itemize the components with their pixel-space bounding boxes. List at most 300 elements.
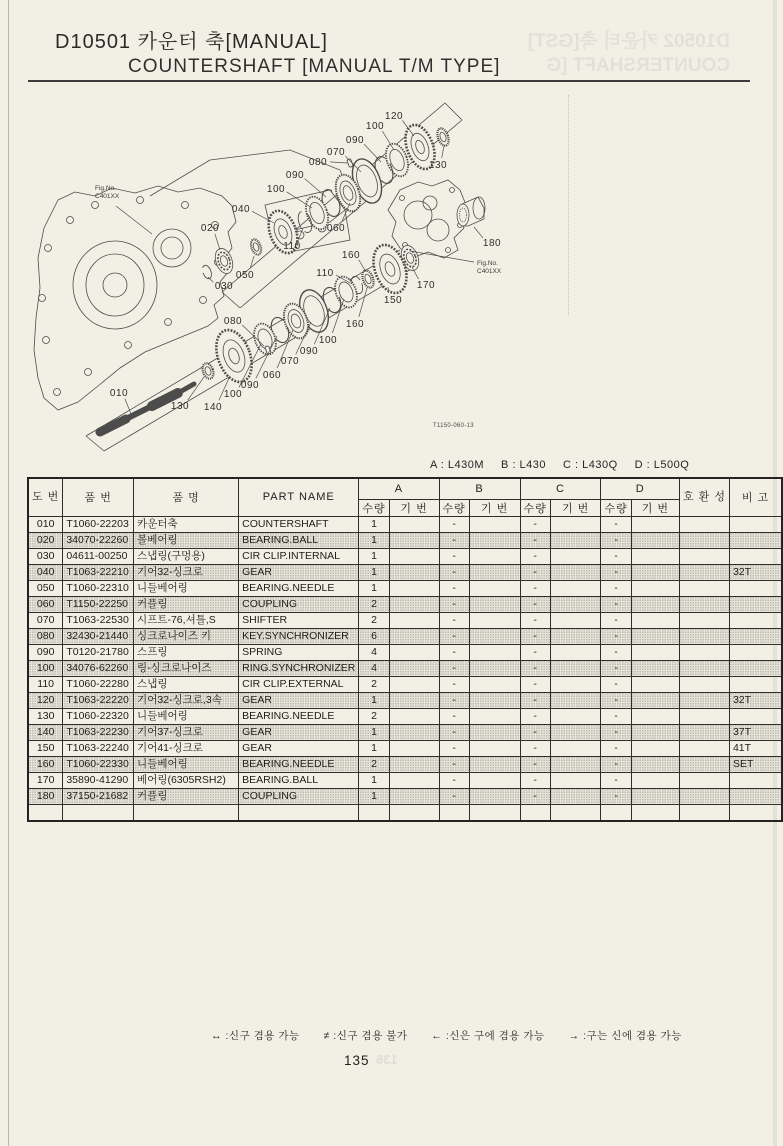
cell-note [729, 516, 782, 532]
table-row [28, 708, 782, 724]
cell-qty-d: - [601, 788, 631, 804]
cell-fig-no: 150 [28, 740, 63, 756]
cell-name-kr: 베어링(6305RSH2) [134, 772, 239, 788]
cell-note: 37T [729, 724, 782, 740]
cell-serial-b [469, 708, 520, 724]
cell-serial-c [550, 756, 601, 772]
cell-part-name: COUNTERSHAFT [239, 516, 359, 532]
cell-compat [679, 564, 729, 580]
table-row [28, 676, 782, 692]
cell-qty-c: - [520, 660, 550, 676]
cell-name-kr: 니들베어링 [134, 756, 239, 772]
cell-qty-c: - [520, 740, 550, 756]
cell-serial-c [550, 708, 601, 724]
cell-qty-a: 4 [359, 644, 389, 660]
header-qty-b: 수량 [439, 499, 469, 516]
exploded-diagram [0, 88, 560, 460]
cell-qty-d: - [601, 708, 631, 724]
empty-cell [359, 804, 389, 821]
cell-qty-d: - [601, 772, 631, 788]
cell-qty-c: - [520, 708, 550, 724]
header-model-a: A [359, 478, 439, 499]
cell-serial-d [631, 596, 679, 612]
diagram-callout: 090 [240, 380, 260, 391]
model-c: C : L430Q [563, 459, 618, 471]
cell-fig-no: 140 [28, 724, 63, 740]
cell-qty-a: 2 [359, 708, 389, 724]
cell-name-kr: 링-싱크로나이즈 [134, 660, 239, 676]
empty-cell [679, 804, 729, 821]
part-roller [435, 127, 451, 147]
callout-leader [359, 260, 366, 272]
diagram-callout: 110 [283, 241, 301, 252]
cell-part-name: COUPLING [239, 596, 359, 612]
cell-qty-b: - [439, 788, 469, 804]
fig-no-code: C401XX [477, 268, 502, 275]
cell-serial-d [631, 772, 679, 788]
cell-compat [679, 676, 729, 692]
cell-qty-c: - [520, 724, 550, 740]
cell-compat [679, 740, 729, 756]
fig-no-label: Fig.No. [95, 185, 116, 192]
cell-name-kr: 니들베어링 [134, 580, 239, 596]
cell-qty-d: - [601, 628, 631, 644]
empty-cell [134, 804, 239, 821]
cell-name-kr: 스냅링 [134, 676, 239, 692]
cell-part-no: T1060-22330 [63, 756, 134, 772]
parts-table [27, 477, 783, 822]
cell-part-no: T1063-22240 [63, 740, 134, 756]
cell-note [729, 708, 782, 724]
callout-leader [442, 146, 444, 158]
cell-note [729, 660, 782, 676]
cell-qty-a: 1 [359, 692, 389, 708]
cell-part-name: CIR CLIP.INTERNAL [239, 548, 359, 564]
cell-part-no: T1063-22220 [63, 692, 134, 708]
legend-item: ↔ :신구 겸용 가능 [211, 1030, 300, 1042]
legend-item: ← :신은 구에 겸용 가능 [431, 1030, 545, 1042]
header-model-b: B [439, 478, 520, 499]
cell-qty-c: - [520, 612, 550, 628]
cell-qty-d: - [601, 580, 631, 596]
cell-serial-b [469, 740, 520, 756]
table-row [28, 660, 782, 676]
cell-name-kr: 스냅링(구멍용) [134, 548, 239, 564]
cell-qty-d: - [601, 724, 631, 740]
cell-note: SET [729, 756, 782, 772]
header-compat: 호 환 성 [679, 478, 729, 516]
cell-part-name: SPRING [239, 644, 359, 660]
cell-qty-a: 2 [359, 596, 389, 612]
cell-fig-no: 060 [28, 596, 63, 612]
cell-name-kr: 카운터축 [134, 516, 239, 532]
cell-serial-b [469, 724, 520, 740]
diagram-callout: 130 [428, 160, 448, 171]
diagram-callout: 160 [345, 319, 365, 330]
cell-qty-c: - [520, 628, 550, 644]
cell-compat [679, 644, 729, 660]
cell-part-no: 34070-22260 [63, 532, 134, 548]
cell-qty-c: - [520, 596, 550, 612]
cell-part-name: CIR CLIP.EXTERNAL [239, 676, 359, 692]
cell-qty-c: - [520, 564, 550, 580]
cell-compat [679, 628, 729, 644]
diagram-callout: 110 [316, 268, 334, 279]
cell-serial-c [550, 740, 601, 756]
cell-serial-c [550, 532, 601, 548]
cell-serial-d [631, 532, 679, 548]
cell-qty-a: 1 [359, 580, 389, 596]
cell-qty-b: - [439, 516, 469, 532]
diagram-callout: 160 [341, 250, 361, 261]
callout-leader [364, 144, 381, 162]
cell-serial-d [631, 580, 679, 596]
cell-name-kr: 니들베어링 [134, 708, 239, 724]
cell-serial-a [389, 516, 439, 532]
cell-serial-b [469, 644, 520, 660]
cell-qty-b: - [439, 724, 469, 740]
cell-serial-b [469, 564, 520, 580]
cell-compat [679, 772, 729, 788]
part-ring [331, 274, 361, 311]
cell-serial-a [389, 788, 439, 804]
cell-serial-d [631, 788, 679, 804]
bleedthrough-title: D10502 카운터 축[GST] COUNTERSHAFT [G [527, 31, 730, 76]
cell-name-kr: 기어37-싱크로 [134, 724, 239, 740]
diagram-callout: 140 [203, 402, 223, 413]
diagram-callout: 090 [285, 170, 305, 181]
cell-serial-b [469, 772, 520, 788]
cell-serial-a [389, 724, 439, 740]
cell-part-name: RING.SYNCHRONIZER [239, 660, 359, 676]
cell-fig-no: 080 [28, 628, 63, 644]
part-snap [201, 264, 213, 280]
cell-serial-d [631, 548, 679, 564]
page-number: 135 [344, 1053, 370, 1068]
cell-part-no: T1063-22210 [63, 564, 134, 580]
cell-note [729, 772, 782, 788]
cell-serial-c [550, 724, 601, 740]
table-row [28, 596, 782, 612]
part-bearing [212, 246, 236, 276]
cell-qty-a: 1 [359, 564, 389, 580]
cell-serial-b [469, 548, 520, 564]
cell-qty-d: - [601, 612, 631, 628]
diagram-callout: 170 [416, 280, 436, 291]
callout-leader [359, 288, 367, 317]
cell-qty-d: - [601, 660, 631, 676]
diagram-callout: 050 [235, 270, 255, 281]
page-title [55, 30, 500, 79]
cell-qty-c: - [520, 644, 550, 660]
cell-serial-d [631, 676, 679, 692]
cell-serial-d [631, 564, 679, 580]
compat-legend [0, 1028, 783, 1043]
cell-serial-a [389, 612, 439, 628]
callout-leader [125, 399, 131, 414]
cell-fig-no: 100 [28, 660, 63, 676]
cell-note [729, 644, 782, 660]
header-serial-c: 기 번 [550, 499, 601, 516]
table-row [28, 564, 782, 580]
cell-serial-b [469, 692, 520, 708]
cell-part-no: T1060-22280 [63, 676, 134, 692]
cell-serial-b [469, 596, 520, 612]
cell-name-kr: 시프트-76,셔틀,S [134, 612, 239, 628]
cell-serial-d [631, 692, 679, 708]
header-fig-no: 도 번 [28, 478, 63, 516]
cell-note [729, 788, 782, 804]
cell-note [729, 548, 782, 564]
empty-cell [389, 804, 439, 821]
cell-qty-c: - [520, 580, 550, 596]
cell-qty-b: - [439, 548, 469, 564]
table-row [28, 548, 782, 564]
cell-compat [679, 548, 729, 564]
cell-fig-no: 040 [28, 564, 63, 580]
callout-leader [215, 234, 220, 250]
cell-serial-c [550, 660, 601, 676]
cell-qty-b: - [439, 740, 469, 756]
callout-leader [305, 179, 326, 197]
cell-serial-a [389, 644, 439, 660]
cell-qty-a: 1 [359, 516, 389, 532]
cell-part-no: 37150-21682 [63, 788, 134, 804]
cell-qty-b: - [439, 612, 469, 628]
header-serial-a: 기 번 [389, 499, 439, 516]
cell-qty-d: - [601, 548, 631, 564]
empty-cell [550, 804, 601, 821]
model-d: D : L500Q [634, 459, 690, 471]
cell-qty-d: - [601, 532, 631, 548]
cell-serial-a [389, 676, 439, 692]
table-row [28, 740, 782, 756]
scan-artifact-line [568, 95, 569, 315]
diagram-callout: 080 [223, 316, 243, 327]
header-name-kr: 품 명 [134, 478, 239, 516]
header-part-no: 품 번 [63, 478, 134, 516]
diagram-callout: 060 [326, 223, 346, 234]
cell-part-no: T0120-21780 [63, 644, 134, 660]
cell-name-kr: 커플링 [134, 596, 239, 612]
empty-rows-area [28, 804, 782, 821]
diagram-callout: 090 [345, 135, 365, 146]
empty-cell [439, 804, 469, 821]
title-english: COUNTERSHAFT [MANUAL T/M TYPE] [128, 56, 501, 77]
cell-serial-d [631, 740, 679, 756]
cell-qty-d: - [601, 564, 631, 580]
cell-serial-a [389, 740, 439, 756]
cell-qty-b: - [439, 596, 469, 612]
header-qty-d: 수량 [601, 499, 631, 516]
cell-qty-c: - [520, 692, 550, 708]
empty-cell [729, 804, 782, 821]
table-row [28, 580, 782, 596]
table-row [28, 788, 782, 804]
cell-serial-c [550, 676, 601, 692]
empty-cell [28, 804, 63, 821]
diagram-callout: 070 [326, 147, 346, 158]
cell-serial-b [469, 660, 520, 676]
cell-serial-b [469, 516, 520, 532]
cell-serial-d [631, 708, 679, 724]
cell-qty-b: - [439, 564, 469, 580]
cell-qty-c: - [520, 676, 550, 692]
cell-qty-d: - [601, 740, 631, 756]
cell-fig-no: 030 [28, 548, 63, 564]
cell-serial-a [389, 596, 439, 612]
cell-compat [679, 756, 729, 772]
cell-note [729, 676, 782, 692]
cell-serial-b [469, 788, 520, 804]
table-row [28, 692, 782, 708]
cell-qty-b: - [439, 660, 469, 676]
cell-qty-b: - [439, 756, 469, 772]
diagram-callout: 100 [266, 184, 286, 195]
header-model-d: D [601, 478, 679, 499]
cell-serial-d [631, 628, 679, 644]
gearbox-housing [34, 150, 350, 410]
empty-cell [601, 804, 631, 821]
cell-serial-a [389, 708, 439, 724]
cell-serial-d [631, 724, 679, 740]
cell-qty-b: - [439, 532, 469, 548]
cell-serial-c [550, 548, 601, 564]
cell-part-name: GEAR [239, 724, 359, 740]
cell-note [729, 532, 782, 548]
cell-part-no: 35890-41290 [63, 772, 134, 788]
diagram-callout: 060 [262, 370, 282, 381]
title-underline [28, 80, 750, 82]
cell-serial-c [550, 596, 601, 612]
table-row [28, 516, 782, 532]
header-serial-d: 기 번 [631, 499, 679, 516]
cell-serial-d [631, 612, 679, 628]
cell-qty-b: - [439, 644, 469, 660]
cell-serial-c [550, 564, 601, 580]
cell-part-no: T1063-22530 [63, 612, 134, 628]
rear-housing-plate [388, 180, 485, 258]
cell-compat [679, 580, 729, 596]
cell-serial-a [389, 548, 439, 564]
exploded-parts [100, 121, 451, 432]
cell-compat [679, 596, 729, 612]
cell-fig-no: 180 [28, 788, 63, 804]
cell-fig-no: 110 [28, 676, 63, 692]
cell-compat [679, 612, 729, 628]
empty-cell [469, 804, 520, 821]
model-legend [430, 459, 710, 471]
cell-serial-a [389, 660, 439, 676]
cell-serial-b [469, 612, 520, 628]
cell-qty-a: 2 [359, 612, 389, 628]
cell-qty-c: - [520, 788, 550, 804]
model-a: A : L430M [430, 459, 485, 471]
cell-part-no: T1060-22203 [63, 516, 134, 532]
cell-serial-a [389, 628, 439, 644]
cell-serial-d [631, 516, 679, 532]
cell-part-no: 34076-62260 [63, 660, 134, 676]
cell-serial-d [631, 660, 679, 676]
cell-name-kr: 기어32-싱크로 [134, 564, 239, 580]
legend-item: → :구는 신에 겸용 가능 [568, 1030, 682, 1042]
header-serial-b: 기 번 [469, 499, 520, 516]
cell-note [729, 580, 782, 596]
cell-part-name: BEARING.BALL [239, 532, 359, 548]
cell-note [729, 596, 782, 612]
cell-part-name: SHIFTER [239, 612, 359, 628]
cell-qty-d: - [601, 644, 631, 660]
cell-qty-b: - [439, 692, 469, 708]
cell-qty-a: 6 [359, 628, 389, 644]
table-row [28, 756, 782, 772]
cell-compat [679, 516, 729, 532]
cell-qty-a: 1 [359, 532, 389, 548]
table-body [28, 516, 782, 821]
cell-part-name: GEAR [239, 740, 359, 756]
cell-compat [679, 660, 729, 676]
empty-cell [520, 804, 550, 821]
cell-compat [679, 788, 729, 804]
cell-qty-d: - [601, 596, 631, 612]
cell-qty-c: - [520, 532, 550, 548]
cell-part-name: BEARING.NEEDLE [239, 708, 359, 724]
diagram-callout: 100 [318, 335, 338, 346]
header-note: 비 고 [729, 478, 782, 516]
cell-part-no: T1150-22250 [63, 596, 134, 612]
diagram-callout: 180 [482, 238, 502, 249]
cell-qty-a: 2 [359, 676, 389, 692]
cell-serial-b [469, 580, 520, 596]
cell-serial-b [469, 756, 520, 772]
drawing-number: T1150-060-13 [433, 423, 474, 429]
empty-cell [63, 804, 134, 821]
cell-qty-a: 1 [359, 548, 389, 564]
cell-part-name: COUPLING [239, 788, 359, 804]
title-korean: D10501 카운터 축[MANUAL] [55, 31, 328, 53]
cell-name-kr: 기어32-싱크로,3속 [134, 692, 239, 708]
diagram-callout: 010 [109, 388, 129, 399]
cell-serial-a [389, 564, 439, 580]
model-b: B : L430 [501, 459, 547, 471]
cell-qty-c: - [520, 516, 550, 532]
bleedthrough-page-number: 136 [376, 1052, 398, 1067]
part-gear [210, 325, 259, 387]
callout-leader [330, 162, 347, 163]
cell-serial-b [469, 532, 520, 548]
fig-no-label: Fig.No. [477, 260, 498, 267]
cell-serial-a [389, 772, 439, 788]
cell-qty-d: - [601, 692, 631, 708]
cell-qty-b: - [439, 676, 469, 692]
cell-serial-c [550, 516, 601, 532]
diagram-callout: 100 [365, 121, 385, 132]
diagram-callout: 130 [170, 401, 190, 412]
table-row [28, 628, 782, 644]
cell-note [729, 628, 782, 644]
part-roller [201, 362, 216, 380]
cell-fig-no: 020 [28, 532, 63, 548]
cell-qty-b: - [439, 628, 469, 644]
diagram-callout: 040 [231, 204, 251, 215]
diagram-callout: 020 [200, 223, 220, 234]
cell-qty-d: - [601, 676, 631, 692]
cell-compat [679, 692, 729, 708]
table-row [28, 612, 782, 628]
cell-part-no: 32430-21440 [63, 628, 134, 644]
cell-note: 32T [729, 564, 782, 580]
cell-serial-c [550, 772, 601, 788]
